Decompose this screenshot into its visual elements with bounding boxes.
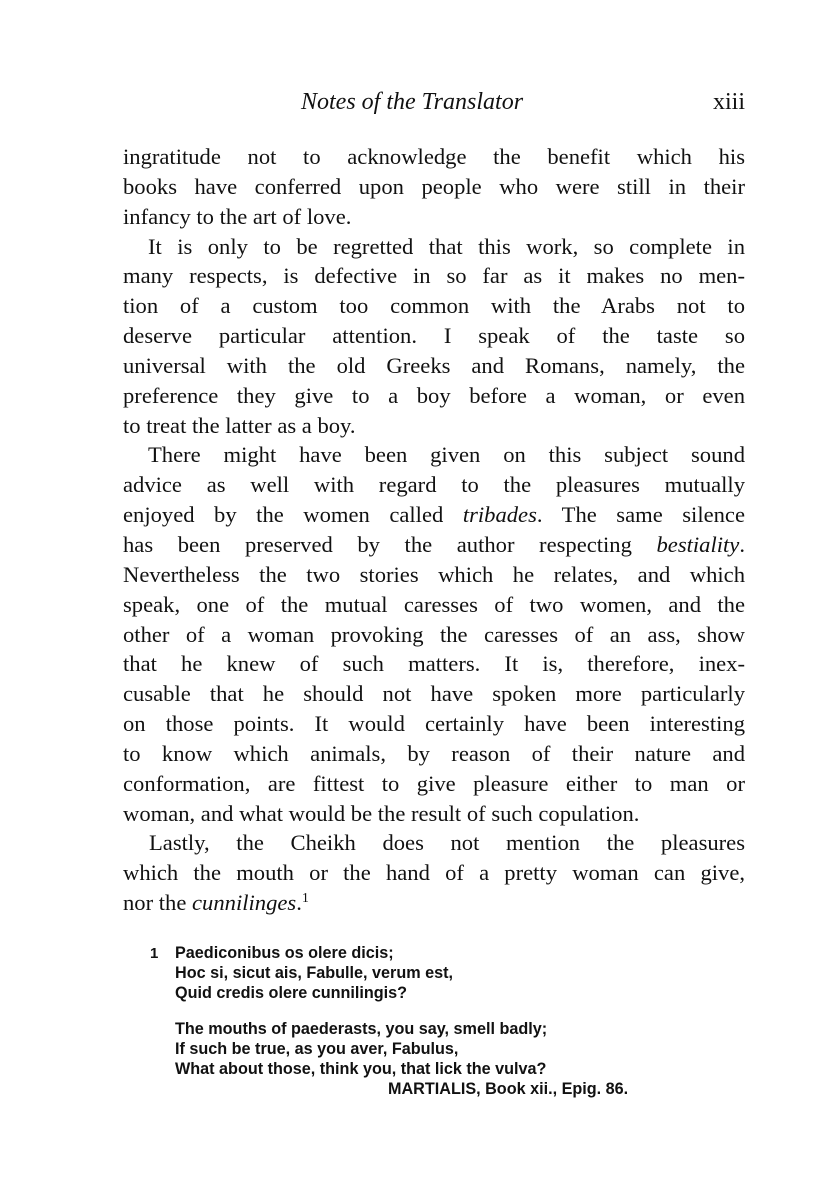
footnote-line — [150, 943, 720, 963]
text-line: to know which animals, by reason of their nature and — [123, 740, 745, 766]
text-line: Lastly, the Cheikh does not mention the pleasures — [149, 830, 745, 856]
footnote-english-verse: If such be true, as you aver, Fabulus, — [175, 1039, 459, 1058]
page-number: xiii — [712, 89, 745, 115]
footnote-stanza-gap — [150, 1004, 720, 1019]
text-line: universal with the old Greeks and Romans, namely, the — [123, 352, 745, 378]
text-line: deserve particular attention. I speak of the taste so — [123, 323, 745, 349]
text-line: ingratitude not to acknowledge the benefit which his — [123, 144, 745, 169]
text-line — [123, 530, 745, 560]
italic-term-tribades: tribades — [462, 502, 537, 528]
text-line: There might have been given on this subject sound — [148, 442, 745, 468]
footnote-marker: 1 — [150, 945, 159, 962]
text-line: many respects, is defective in so far as it makes no men- — [123, 263, 745, 289]
footnote-latin-verse: Quid credis olere cunnilingis? — [175, 984, 408, 1003]
text-line: on those points. It would certainly have been interesting — [123, 711, 745, 737]
text-run: enjoyed by the women called — [123, 502, 463, 528]
footnote-latin-verse: Paediconibus os olere dicis; — [175, 944, 394, 962]
text-line — [123, 500, 745, 530]
text-run: . The same silence — [536, 502, 745, 528]
text-line: advice as well with regard to the pleasures mutually — [123, 472, 745, 498]
text-run: nor the — [123, 890, 193, 916]
footnote — [150, 943, 720, 1099]
text-line: woman, and what would be the result of such copulation. — [123, 800, 640, 826]
text-line: that he knew of such matters. It is, therefore, inex- — [123, 651, 745, 677]
footnote-english-verse: The mouths of paederasts, you say, smell badly; — [175, 1019, 548, 1038]
footnote-latin-verse: Hoc si, sicut ais, Fabulle, verum est, — [175, 964, 453, 983]
body-text — [123, 142, 745, 918]
footnote-english-verse: What about those, think you, that lick the vulva? — [175, 1059, 547, 1078]
text-line: books have conferred upon people who were still in their — [123, 173, 745, 199]
text-line: preference they give to a boy before a woman, or even — [123, 382, 745, 408]
italic-term-bestiality: bestiality — [656, 531, 740, 557]
text-line: conformation, are fittest to give pleasure either to man or — [123, 770, 745, 796]
running-head — [123, 84, 745, 120]
text-line: speak, one of the mutual caresses of two women, and the — [123, 591, 745, 617]
text-run: has been preserved by the author respecting — [123, 531, 657, 557]
text-line: cusable that he should not have spoken more particularly — [123, 681, 745, 707]
text-line — [123, 888, 745, 918]
text-line: It is only to be regretted that this work, so complete in — [148, 233, 745, 259]
text-line: to treat the latter as a boy. — [123, 412, 356, 438]
running-title: Notes of the Translator — [301, 89, 524, 115]
text-run: . — [739, 531, 745, 557]
text-line: tion of a custom too common with the Arabs not to — [123, 293, 745, 319]
text-line: Nevertheless the two stories which he relates, and which — [123, 561, 745, 587]
text-line: which the mouth or the hand of a pretty woman can give, — [123, 860, 745, 886]
text-line: other of a woman provoking the caresses of an ass, show — [123, 621, 745, 647]
footnote-reference[interactable]: 1 — [301, 891, 309, 907]
text-run: . — [296, 890, 302, 916]
footnote-attribution: MARTIALIS, Book xii., Epig. 86. — [388, 1080, 629, 1099]
text-line: infancy to the art of love. — [123, 203, 352, 229]
italic-term-cunnilinges: cunnilinges — [192, 890, 297, 916]
